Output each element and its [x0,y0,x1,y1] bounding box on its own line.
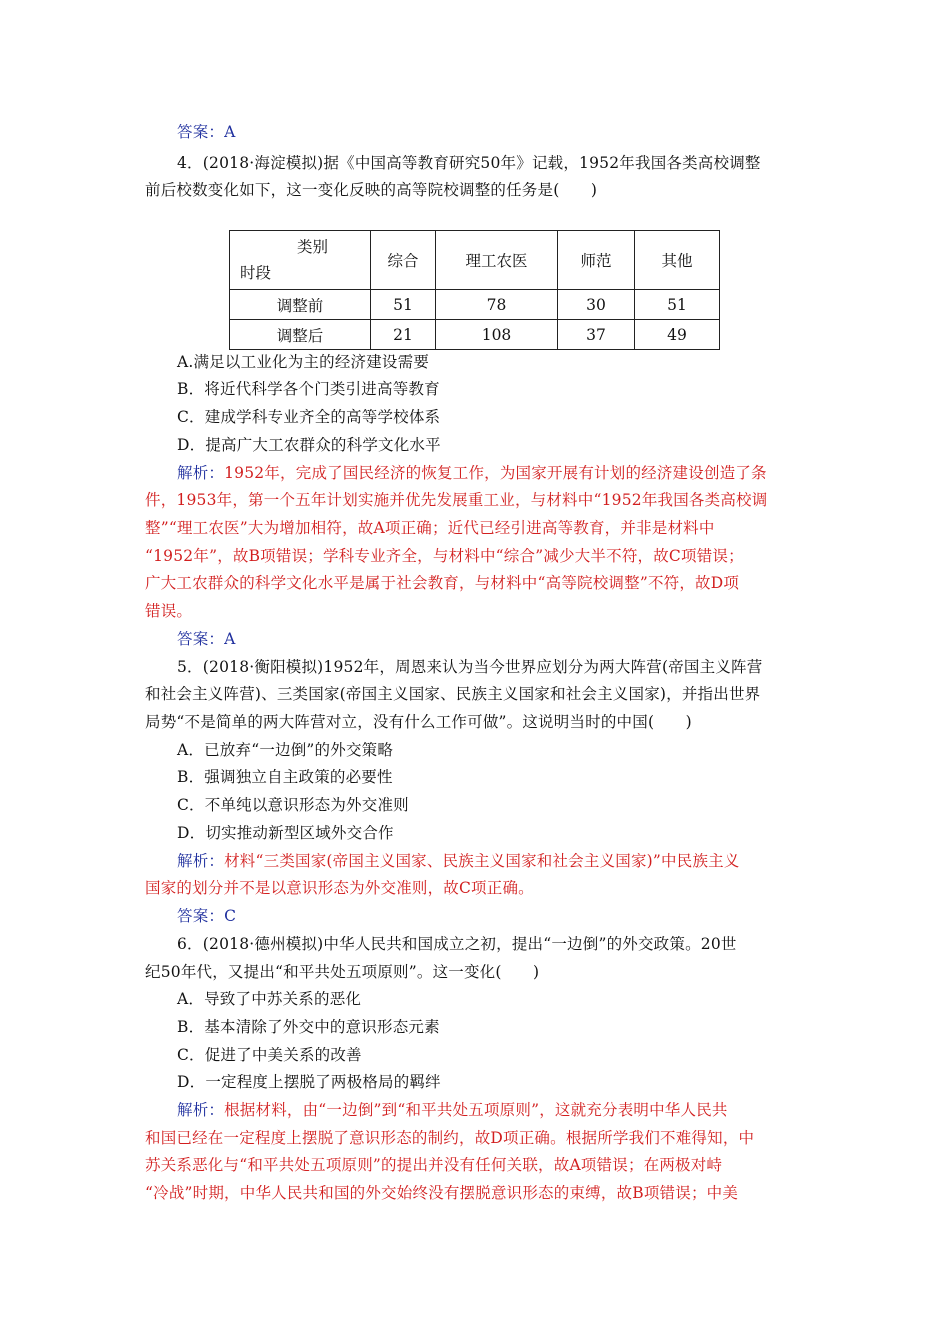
table-cell: 108 [436,320,558,350]
q4-data-table [229,230,720,350]
analysis-label: 解析： [177,464,225,482]
answer-label: 答案： [177,907,225,925]
q4-analysis-line5: 广大工农群众的科学文化水平是属于社会教育，与材料中“高等院校调整”不符，故D项 [145,574,740,592]
q4-stem-line1: 4．(2018·海淀模拟)据《中国高等教育研究50年》记载，1952年我国各类高校调整 [177,154,761,172]
q5-analysis-line1 [177,851,740,871]
table-cell: 51 [371,290,436,320]
table-cell: 37 [558,320,635,350]
q6-stem-line1: 6．(2018·德州模拟)中华人民共和国成立之初，提出“一边倒”的外交政策。20世 [177,935,737,953]
table-corner-cell [230,231,371,290]
q5-analysis-line2: 国家的划分并不是以意识形态为外交准则，故C项正确。 [145,879,534,897]
q6-analysis-line2: 和国已经在一定程度上摆脱了意识形态的制约，故D项正确。根据所学我们不难得知，中 [145,1129,755,1147]
q6-option-c: C．促进了中美关系的改善 [177,1046,362,1064]
table-header-cell: 其他 [635,231,720,290]
q5-stem-line3: 局势“不是简单的两大阵营对立，没有什么工作可做”。这说明当时的中国( ) [145,713,692,731]
answer-label: 答案： [177,630,225,648]
q6-option-b: B．基本清除了外交中的意识形态元素 [177,1018,440,1036]
table-header-cell: 综合 [371,231,436,290]
q4-analysis-line4: “1952年”，故B项错误；学科专业齐全，与材料中“综合”减少大半不符，故C项错误； [145,547,744,565]
table-cell: 51 [635,290,720,320]
analysis-text: 1952年，完成了国民经济的恢复工作，为国家开展有计划的经济建设创造了条 [224,464,767,482]
corner-period-label: 时段 [240,264,272,282]
table-header-cell: 师范 [558,231,635,290]
q6-analysis-line3: 苏关系恶化与“和平共处五项原则”的提出并没有任何关联，故A项错误；在两极对峙 [145,1156,723,1174]
q5-answer [177,906,236,926]
table-row [230,290,720,320]
table-cell: 49 [635,320,720,350]
table-cell: 30 [558,290,635,320]
q4-option-c: C．建成学科专业齐全的高等学校体系 [177,408,441,426]
q5-option-c: C．不单纯以意识形态为外交准则 [177,796,409,814]
answer-value: A [224,123,236,141]
table-row-label: 调整后 [230,320,371,350]
q4-analysis-line2: 件，1953年，第一个五年计划实施并优先发展重工业，与材料中“1952年我国各类高校调 [145,491,768,509]
q6-analysis-line1 [177,1100,728,1120]
q4-analysis-line1 [177,463,767,483]
analysis-text: 根据材料，由“一边倒”到“和平共处五项原则”，这就充分表明中华人民共 [224,1101,728,1119]
q6-analysis-line4: “冷战”时期，中华人民共和国的外交始终没有摆脱意识形态的束缚，故B项错误；中美 [145,1184,739,1202]
analysis-text: 材料“三类国家(帝国主义国家、民族主义国家和社会主义国家)”中民族主义 [224,852,740,870]
q4-stem-line2: 前后校数变化如下，这一变化反映的高等院校调整的任务是( ) [145,181,598,199]
answer-value: A [224,630,236,648]
table-cell: 21 [371,320,436,350]
analysis-label: 解析： [177,1101,225,1119]
q4-analysis-line6: 错误。 [145,602,193,620]
answer-label: 答案： [177,123,225,141]
answer-value: C [224,907,237,925]
q4-option-a: A.满足以工业化为主的经济建设需要 [177,353,430,371]
q4-answer [177,629,236,649]
q6-option-a: A．导致了中苏关系的恶化 [177,990,362,1008]
q4-option-b: B．将近代科学各个门类引进高等教育 [177,380,440,398]
q5-stem-line2: 和社会主义阵营)、三类国家(帝国主义国家、民族主义国家和社会主义国家)，并指出世界 [145,685,761,703]
q4-option-d: D．提高广大工农群众的科学文化水平 [177,436,441,454]
table-header-row [230,231,720,290]
table-row-label: 调整前 [230,290,371,320]
q3-answer [177,122,236,142]
q5-option-d: D．切实推动新型区域外交合作 [177,824,394,842]
q5-option-b: B．强调独立自主政策的必要性 [177,768,393,786]
corner-category-label: 类别 [296,238,328,256]
q5-stem-line1: 5．(2018·衡阳模拟)1952年，周恩来认为当今世界应划分为两大阵营(帝国主义阵营 [177,658,763,676]
q6-stem-line2: 纪50年代，又提出“和平共处五项原则”。这一变化( ) [145,963,540,981]
q5-option-a: A．已放弃“一边倒”的外交策略 [177,741,394,759]
table-header-cell: 理工农医 [436,231,558,290]
table-row [230,320,720,350]
analysis-label: 解析： [177,852,225,870]
q4-analysis-line3: 整”“理工农医”大为增加相符，故A项正确；近代已经引进高等教育，并非是材料中 [145,519,715,537]
table-cell: 78 [436,290,558,320]
q6-option-d: D．一定程度上摆脱了两极格局的羁绊 [177,1073,441,1091]
